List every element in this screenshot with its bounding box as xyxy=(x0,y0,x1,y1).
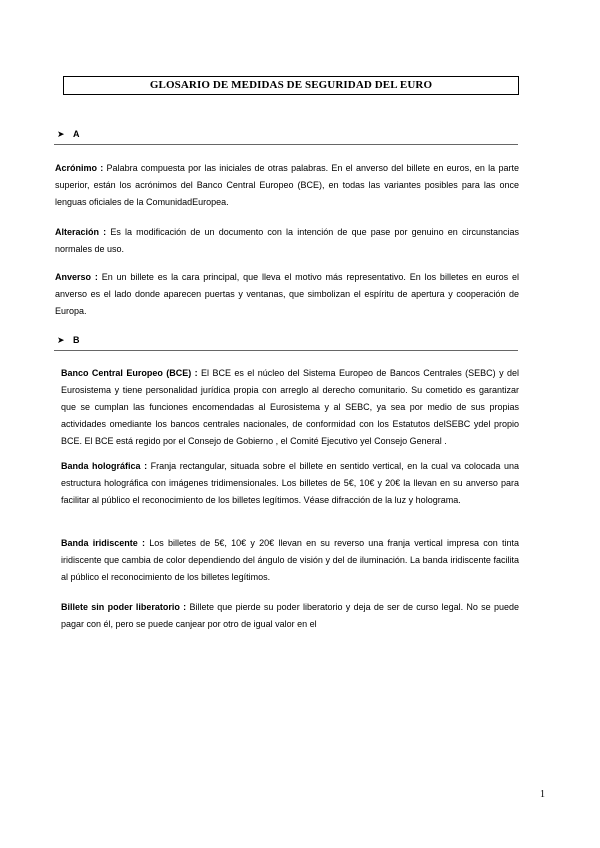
entry-term: Alteración : xyxy=(55,227,107,237)
section-letter: B xyxy=(73,335,80,345)
entry-definition: Es la modificación de un documento con la intención de que pase por genuino en circunstancias normales de uso. xyxy=(55,227,519,254)
entry-definition: Palabra compuesta por las iniciales de otras palabras. En el anverso del billete en euros, en la parte superior, están los acrónimos del Banco Central Europeo (BCE), en todas las variantes posibles para las once lenguas oficiales de la ComunidadEuropea. xyxy=(55,163,519,207)
entry-definition: Franja rectangular, situada sobre el billete en sentido vertical, en la cual va colocada una estructura holográfica con imágenes tridimensionales. Los billetes de 5€, 10€ y 20€ la llevan en su anverso para facilitar al público el reconocimiento de los billetes legítimos. Véase difracción de la luz y holograma. xyxy=(61,461,520,505)
glossary-entry-anverso xyxy=(55,269,519,320)
entry-term: Anverso : xyxy=(55,272,98,282)
page-title: GLOSARIO DE MEDIDAS DE SEGURIDAD DEL EURO xyxy=(63,76,519,95)
entry-term: Banda iridiscente : xyxy=(61,538,145,548)
entry-definition: El BCE es el núcleo del Sistema Europeo de Bancos Centrales (SEBC) y del Eurosistema y tiene personalidad jurídica propia con arreglo al derecho comunitario. Su cometido es garantizar que se cumplan las funciones encomendadas al Eurosistema y al SEBC, ya sea por medio de sus propias actividades omediante los bancos centrales nacionales, de conformidad con los Estatutos delSEBC ydel propio BCE. El BCE está regido por el Consejo de Gobierno , el Comité Ejecutivo yel Consejo General . xyxy=(61,368,519,446)
glossary-entry-bce xyxy=(61,365,519,450)
entry-definition: Los billetes de 5€, 10€ y 20€ llevan en su reverso una franja vertical impresa con tinta iridiscente que cambia de color dependiendo del ángulo de visión y del de iluminación. La banda iridiscente facilita al público el reconocimiento de los billetes legítimos. xyxy=(61,538,519,582)
page-number: 1 xyxy=(540,789,545,800)
glossary-entry-acronimo xyxy=(55,160,519,211)
entry-definition: Billete que pierde su poder liberatorio y deja de ser de curso legal. No se puede pagar con él, pero se puede canjear por otro de igual valor en el xyxy=(61,602,519,629)
entry-definition: En un billete es la cara principal, que lleva el motivo más representativo. En los billetes en euros el anverso es el lado donde aparecen puertas y ventanas, que simbolizan el espíritu de apertura y cooperación de Europa. xyxy=(55,272,519,316)
entry-term: Acrónimo : xyxy=(55,163,104,173)
entry-term: Billete sin poder liberatorio : xyxy=(61,602,187,612)
glossary-entry-banda-holografica xyxy=(61,458,519,509)
entry-term: Banco Central Europeo (BCE) : xyxy=(61,368,198,378)
arrowhead-bullet-icon: ➤ xyxy=(57,129,65,139)
section-letter: A xyxy=(73,129,80,139)
entry-term: Banda holográfica : xyxy=(61,461,148,471)
glossary-entry-billete-sin-poder xyxy=(61,599,519,633)
section-header-b xyxy=(54,332,518,351)
glossary-entry-banda-iridiscente xyxy=(61,535,519,586)
arrowhead-bullet-icon: ➤ xyxy=(57,335,65,345)
glossary-entry-alteracion xyxy=(55,224,519,258)
section-header-a xyxy=(54,126,518,145)
